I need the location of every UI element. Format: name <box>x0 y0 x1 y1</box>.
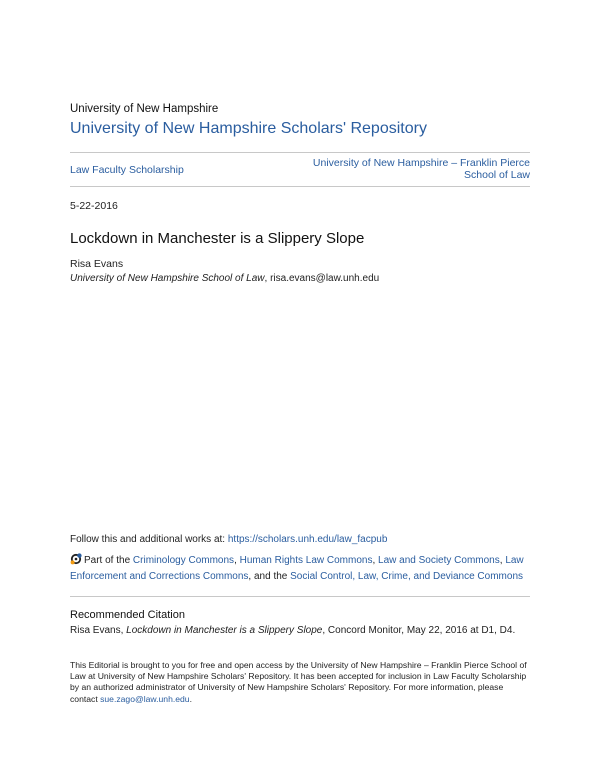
citation-source: , Concord Monitor, May 22, 2016 at D1, D4. <box>322 625 516 636</box>
collection-link-law-faculty[interactable]: Law Faculty Scholarship <box>70 164 184 176</box>
separator: , <box>234 555 240 566</box>
follow-line <box>70 534 387 545</box>
commons-link-law-enforcement[interactable]: Law Enforcement and Corrections Commons <box>70 555 524 582</box>
access-statement-text: This Editorial is brought to you for free and open access by the University of New Hampshire – Franklin Pierce School of Law at University of New Hampshire Scholars' Repository. It has been accepted for inclusion in Law Faculty Scholarship by an authorized administrator of University of New Hampshire Scholars' Repository. For more information, please contact <box>70 660 527 704</box>
citation-author: Risa Evans, <box>70 625 127 636</box>
institution-name: University of New Hampshire <box>70 103 219 115</box>
author-affiliation <box>70 273 379 284</box>
commons-network-icon <box>70 553 82 565</box>
follow-url-link[interactable]: https://scholars.unh.edu/law_facpub <box>227 534 388 545</box>
divider-top <box>70 152 530 153</box>
affiliation-name: University of New Hampshire School of Law <box>70 273 265 284</box>
access-statement <box>70 660 530 705</box>
citation-title: Lockdown in Manchester is a Slippery Slope <box>126 625 323 636</box>
part-of-commons <box>70 553 530 585</box>
access-statement-suffix: . <box>189 693 192 704</box>
commons-link-law-and-society[interactable]: Law and Society Commons <box>378 555 500 566</box>
repository-title-link[interactable]: University of New Hampshire Scholars' Repository <box>70 120 427 137</box>
publication-date: 5-22-2016 <box>70 200 118 212</box>
divider-citation <box>70 596 530 597</box>
citation-text <box>70 625 515 636</box>
author-name: Risa Evans <box>70 258 124 270</box>
separator: , and the <box>248 571 291 582</box>
commons-link-criminology[interactable]: Criminology Commons <box>132 555 235 566</box>
collection-link-school-of-law[interactable]: University of New Hampshire – Franklin Pierce School of Law <box>312 157 530 181</box>
citation-heading: Recommended Citation <box>70 609 185 621</box>
commons-link-human-rights-law[interactable]: Human Rights Law Commons <box>239 555 373 566</box>
follow-prefix: Follow this and additional works at: <box>70 534 228 545</box>
author-email: , risa.evans@law.unh.edu <box>264 273 380 284</box>
part-of-prefix: Part of the <box>84 555 133 566</box>
commons-link-social-control[interactable]: Social Control, Law, Crime, and Deviance Commons <box>290 571 524 582</box>
contact-email-link[interactable]: sue.zago@law.unh.edu <box>100 693 190 704</box>
separator: , <box>499 555 506 566</box>
divider-collections <box>70 186 530 187</box>
separator: , <box>372 555 379 566</box>
document-title: Lockdown in Manchester is a Slippery Slope <box>70 230 365 247</box>
